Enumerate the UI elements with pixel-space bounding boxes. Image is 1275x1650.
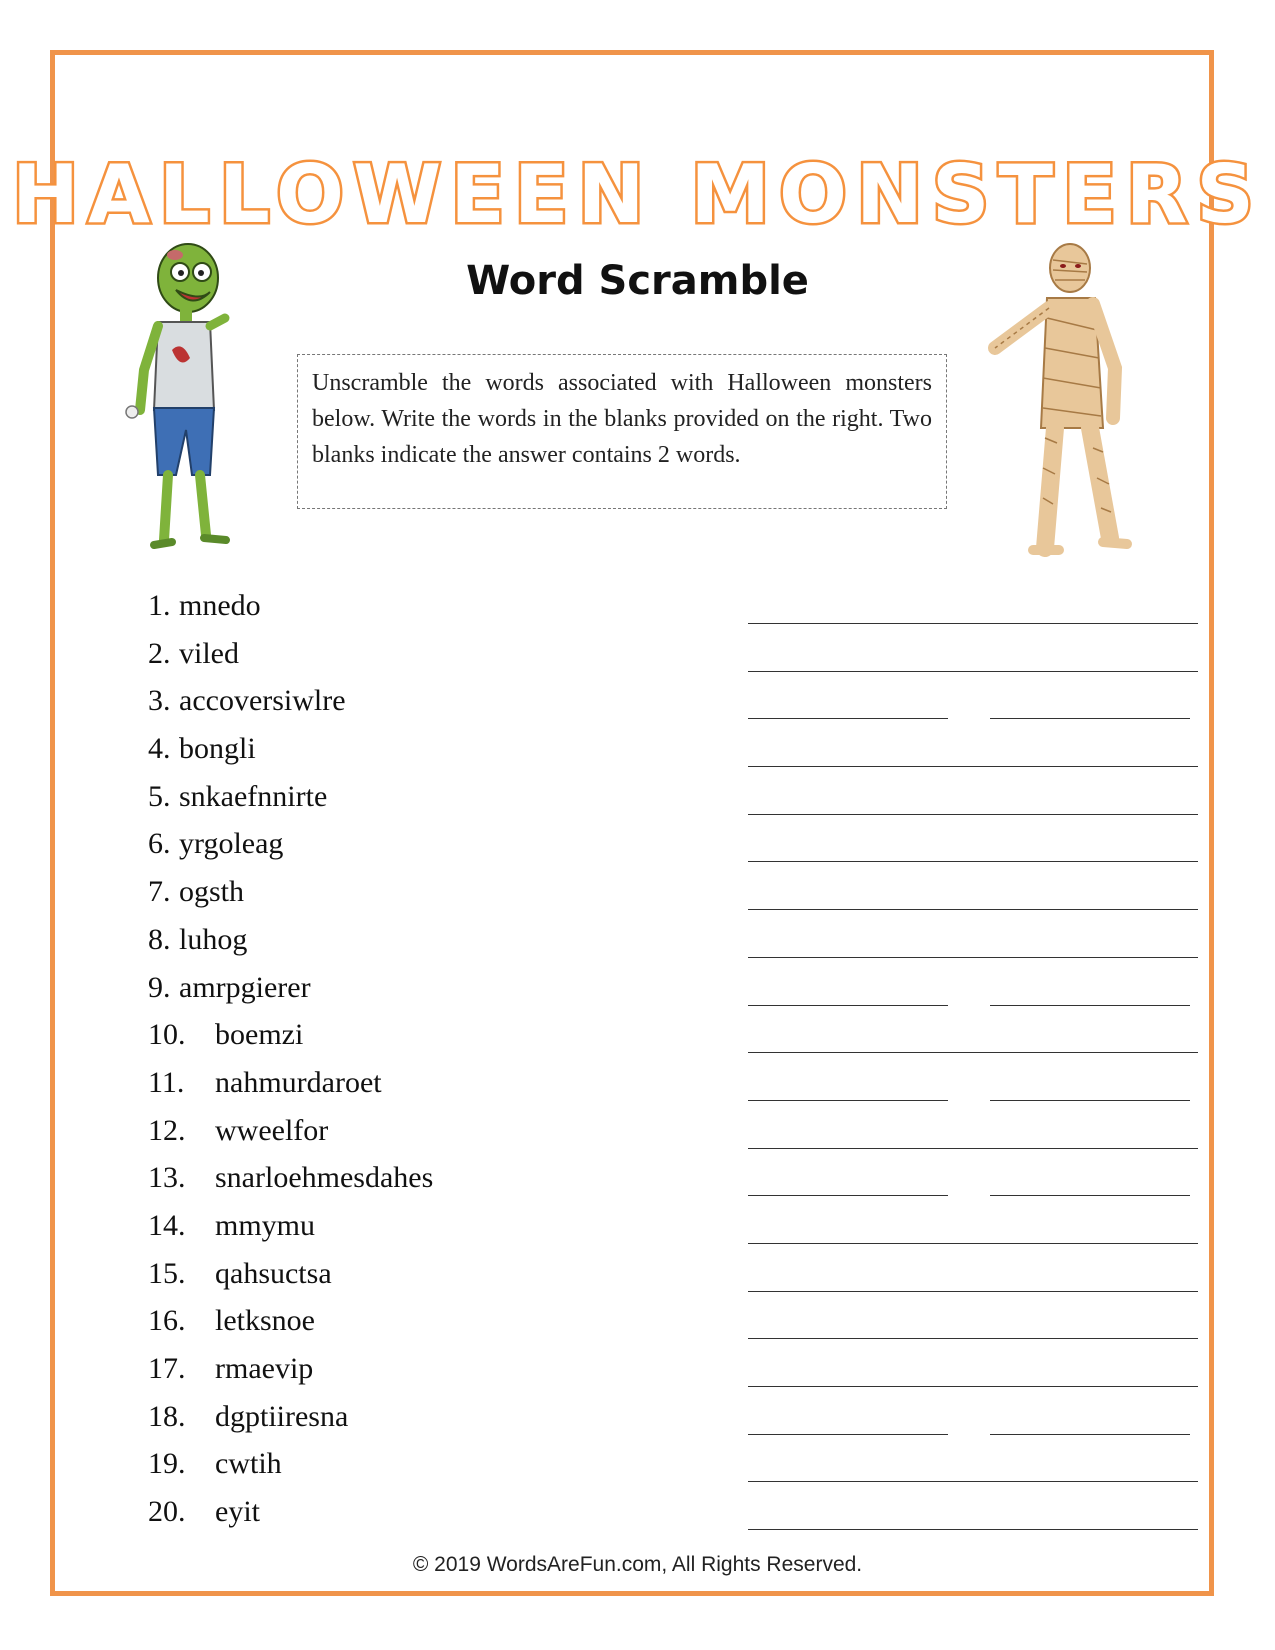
answer-blank[interactable] (748, 957, 1198, 958)
list-item (148, 683, 1208, 731)
answer-blank[interactable] (748, 623, 1198, 624)
scrambled-word: yrgoleag (179, 827, 284, 861)
scrambled-word: amrpgierer (179, 970, 311, 1004)
answer-blank[interactable] (748, 861, 1198, 862)
answer-blank-first[interactable] (748, 1195, 948, 1196)
instructions-box: Unscramble the words associated with Halloween monsters below. Write the words in the blanks provided on the right. Two blanks indicate the answer contains 2 words. (297, 354, 947, 509)
scrambled-word: mnedo (179, 589, 261, 622)
list-item (148, 874, 1208, 922)
scrambled-word: rmaevip (215, 1352, 314, 1385)
answer-blank-second[interactable] (990, 718, 1190, 719)
scrambled-word: qahsuctsa (215, 1256, 332, 1290)
list-item (148, 1208, 1208, 1256)
answer-blank[interactable] (748, 766, 1198, 767)
scramble-list (148, 588, 1208, 1542)
list-item (148, 1399, 1208, 1447)
answer-blank[interactable] (748, 1481, 1198, 1482)
scrambled-word: nahmurdaroet (215, 1065, 382, 1099)
list-item (148, 1351, 1208, 1399)
item-number: 18. (148, 1399, 186, 1433)
list-item (148, 779, 1208, 827)
list-item (148, 588, 1208, 636)
scrambled-word: ogsth (179, 875, 245, 909)
page-title: HALLOWEEN MONSTERS (12, 148, 1263, 241)
answer-blank-first[interactable] (748, 1100, 948, 1101)
answer-blank[interactable] (748, 909, 1198, 910)
answer-blank-first[interactable] (748, 718, 948, 719)
item-number: 17. (148, 1352, 186, 1385)
list-item (148, 1017, 1208, 1065)
answer-blank-first[interactable] (748, 1434, 948, 1435)
answer-blank-second[interactable] (990, 1005, 1190, 1006)
scrambled-word: wweelfor (215, 1113, 329, 1147)
item-number: 12. (148, 1113, 186, 1147)
item-number: 14. (148, 1208, 186, 1242)
scrambled-word: snarloehmesdahes (215, 1161, 434, 1195)
answer-blank[interactable] (748, 671, 1198, 672)
item-number: 8. (148, 922, 171, 956)
list-item (148, 826, 1208, 874)
answer-blank[interactable] (748, 1148, 1198, 1149)
item-number: 4. (148, 732, 171, 766)
item-number: 2. (148, 636, 171, 670)
answer-blank-first[interactable] (748, 1005, 948, 1006)
scrambled-word: boemzi (215, 1018, 304, 1052)
item-number: 5. (148, 779, 171, 813)
zombie-illustration (110, 240, 250, 570)
scrambled-word: viled (179, 636, 239, 670)
scrambled-word: cwtih (215, 1447, 282, 1481)
item-number: 15. (148, 1256, 186, 1290)
answer-blank-second[interactable] (990, 1100, 1190, 1101)
item-number: 3. (148, 684, 171, 718)
scrambled-word: mmymu (215, 1208, 316, 1242)
item-number: 19. (148, 1447, 186, 1481)
list-item (148, 1113, 1208, 1161)
list-item (148, 1446, 1208, 1494)
scrambled-word: bongli (179, 732, 256, 766)
answer-blank[interactable] (748, 1243, 1198, 1244)
scrambled-word: accoversiwlre (179, 684, 346, 718)
answer-blank-second[interactable] (990, 1195, 1190, 1196)
item-number: 1. (148, 589, 171, 622)
copyright-footer: © 2019 WordsAreFun.com, All Rights Reserved. (412, 1553, 863, 1576)
answer-blank[interactable] (748, 1291, 1198, 1292)
list-item (148, 1256, 1208, 1304)
list-item (148, 1160, 1208, 1208)
item-number: 13. (148, 1161, 186, 1195)
list-item (148, 970, 1208, 1018)
answer-blank[interactable] (748, 814, 1198, 815)
page-subtitle: Word Scramble (466, 258, 809, 304)
item-number: 16. (148, 1304, 186, 1338)
list-item (148, 636, 1208, 684)
scrambled-word: letksnoe (215, 1304, 315, 1338)
item-number: 9. (148, 970, 171, 1004)
list-item (148, 1494, 1208, 1542)
scrambled-word: eyit (215, 1495, 260, 1529)
answer-blank[interactable] (748, 1338, 1198, 1339)
answer-blank[interactable] (748, 1529, 1198, 1530)
answer-blank[interactable] (748, 1386, 1198, 1387)
item-number: 6. (148, 827, 171, 861)
list-item (148, 1303, 1208, 1351)
answer-blank-second[interactable] (990, 1434, 1190, 1435)
item-number: 11. (148, 1065, 185, 1099)
list-item (148, 922, 1208, 970)
mummy-illustration (975, 238, 1175, 573)
answer-blank[interactable] (748, 1052, 1198, 1053)
list-item (148, 1065, 1208, 1113)
item-number: 10. (148, 1018, 186, 1052)
scrambled-word: luhog (179, 922, 248, 956)
scrambled-word: dgptiiresna (215, 1399, 349, 1433)
item-number: 7. (148, 875, 171, 909)
scrambled-word: snkaefnnirte (179, 779, 328, 813)
item-number: 20. (148, 1495, 186, 1529)
list-item (148, 731, 1208, 779)
